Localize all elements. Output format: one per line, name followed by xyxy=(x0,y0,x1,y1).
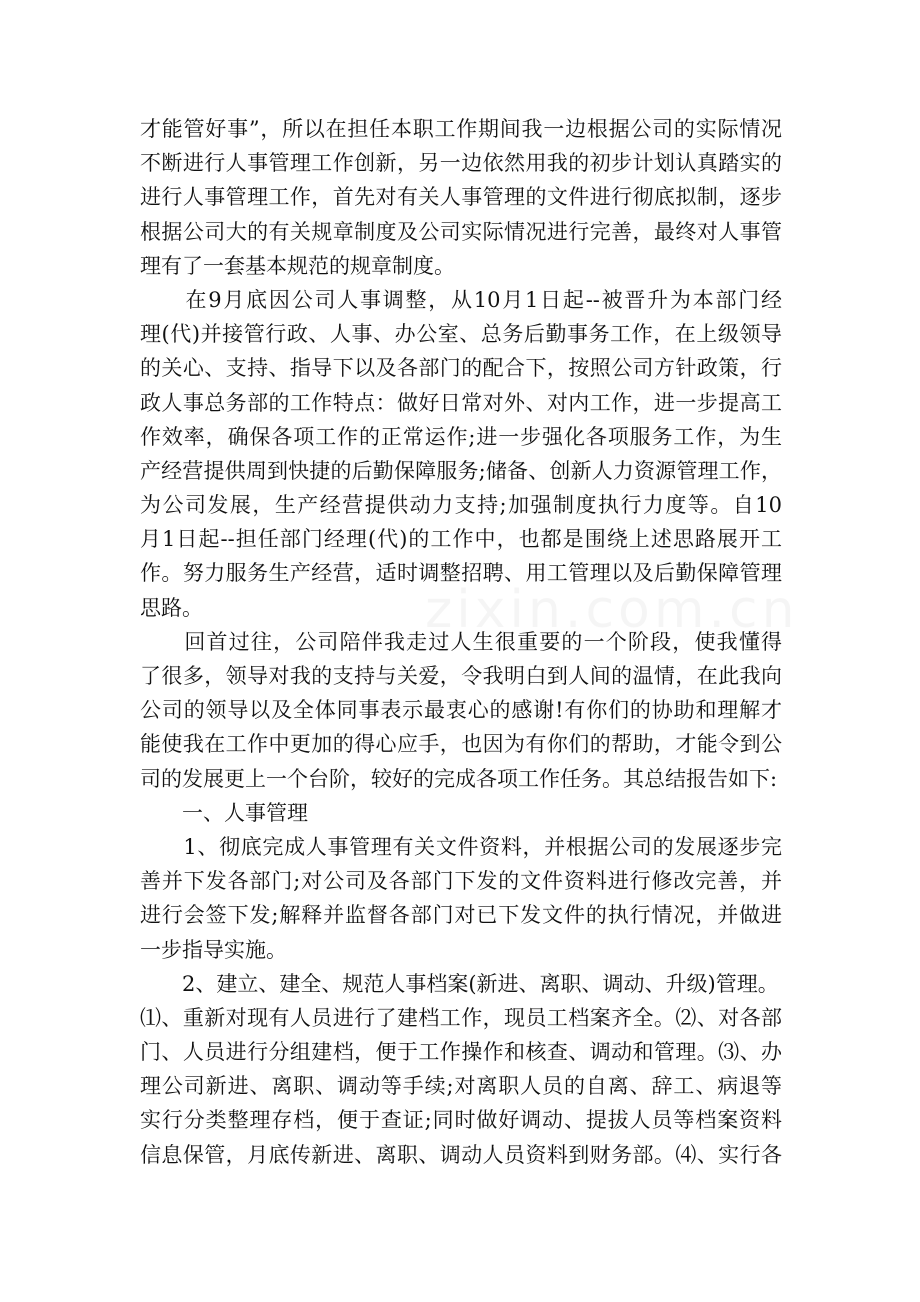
text-line: 善并下发各部门;对公司及各部门下发的文件资料进行修改完善，并 xyxy=(140,869,782,894)
text-line: 公司的领导以及全体同事表示最衷心的感谢!有你们的协助和理解才 xyxy=(140,698,782,723)
text-line: 1、彻底完成人事管理有关文件资料，并根据公司的发展逐步完 xyxy=(140,834,782,859)
document-body xyxy=(140,112,782,1172)
text-line: ⑴、重新对现有人员进行了建档工作，现员工档案齐全。⑵、对各部 xyxy=(140,1005,782,1030)
text-line: 门、人员进行分组建档，便于工作操作和核查、调动和管理。⑶、办 xyxy=(140,1040,782,1065)
text-line: 2、建立、建全、规范人事档案(新进、离职、调动、升级)管理。 xyxy=(140,971,779,996)
text-line: 一步指导实施。 xyxy=(140,937,287,962)
text-line: 作。努力服务生产经营，适时调整招聘、用工管理以及后勤保障管理 xyxy=(140,561,782,586)
text-line: 才能管好事”，所以在担任本职工作期间我一边根据公司的实际情况 xyxy=(140,117,782,141)
text-line: 思路。 xyxy=(140,595,203,620)
text-line: 实行分类整理存档，便于查证;同时做好调动、提拔人员等档案资料 xyxy=(140,1108,782,1133)
text-line: 作效率，确保各项工作的正常运作;进一步强化各项服务工作，为生 xyxy=(140,424,782,449)
text-line: 政人事总务部的工作特点：做好日常对外、对内工作，进一步提高工 xyxy=(140,390,782,415)
text-line: 不断进行人事管理工作创新，另一边依然用我的初步计划认真踏实的 xyxy=(140,151,782,176)
text-line: 回首过往，公司陪伴我走过人生很重要的一个阶段，使我懂得 xyxy=(140,629,782,654)
section-heading: 一、人事管理 xyxy=(140,800,308,825)
text-line: 了很多，领导对我的支持与关爱，令我明白到人间的温情，在此我向 xyxy=(140,664,782,688)
text-line: 理有了一套基本规范的规章制度。 xyxy=(140,253,455,278)
text-line: 为公司发展，生产经营提供动力支持;加强制度执行力度等。自10 xyxy=(140,493,782,518)
text-line: 根据公司大的有关规章制度及公司实际情况进行完善，最终对人事管 xyxy=(140,219,782,244)
text-line: 司的发展更上一个台阶，较好的完成各项工作任务。其总结报告如下: xyxy=(140,766,778,791)
text-line: 进行人事管理工作，首先对有关人事管理的文件进行彻底拟制，逐步 xyxy=(140,185,782,210)
text-line: 在9月底因公司人事调整，从10月1日起--被晋升为本部门经 xyxy=(140,287,782,312)
text-line: 理公司新进、离职、调动等手续;对离职人员的自离、辞工、病退等 xyxy=(140,1074,782,1099)
text-line: 信息保管，月底传新进、离职、调动人员资料到财务部。⑷、实行各 xyxy=(140,1142,782,1167)
text-line: 能使我在工作中更加的得心应手，也因为有你们的帮助，才能令到公 xyxy=(140,732,782,757)
text-line: 的关心、支持、指导下以及各部门的配合下，按照公司方针政策，行 xyxy=(140,356,782,381)
text-line: 产经营提供周到快捷的后勤保障服务;储备、创新人力资源管理工作， xyxy=(140,458,782,483)
text-line: 进行会签下发;解释并监督各部门对已下发文件的执行情况，并做进 xyxy=(140,903,782,928)
text-line: 月1日起--担任部门经理(代)的工作中，也都是围绕上述思路展开工 xyxy=(140,527,782,552)
text-line: 理(代)并接管行政、人事、办公室、总务后勤事务工作，在上级领导 xyxy=(140,322,782,347)
